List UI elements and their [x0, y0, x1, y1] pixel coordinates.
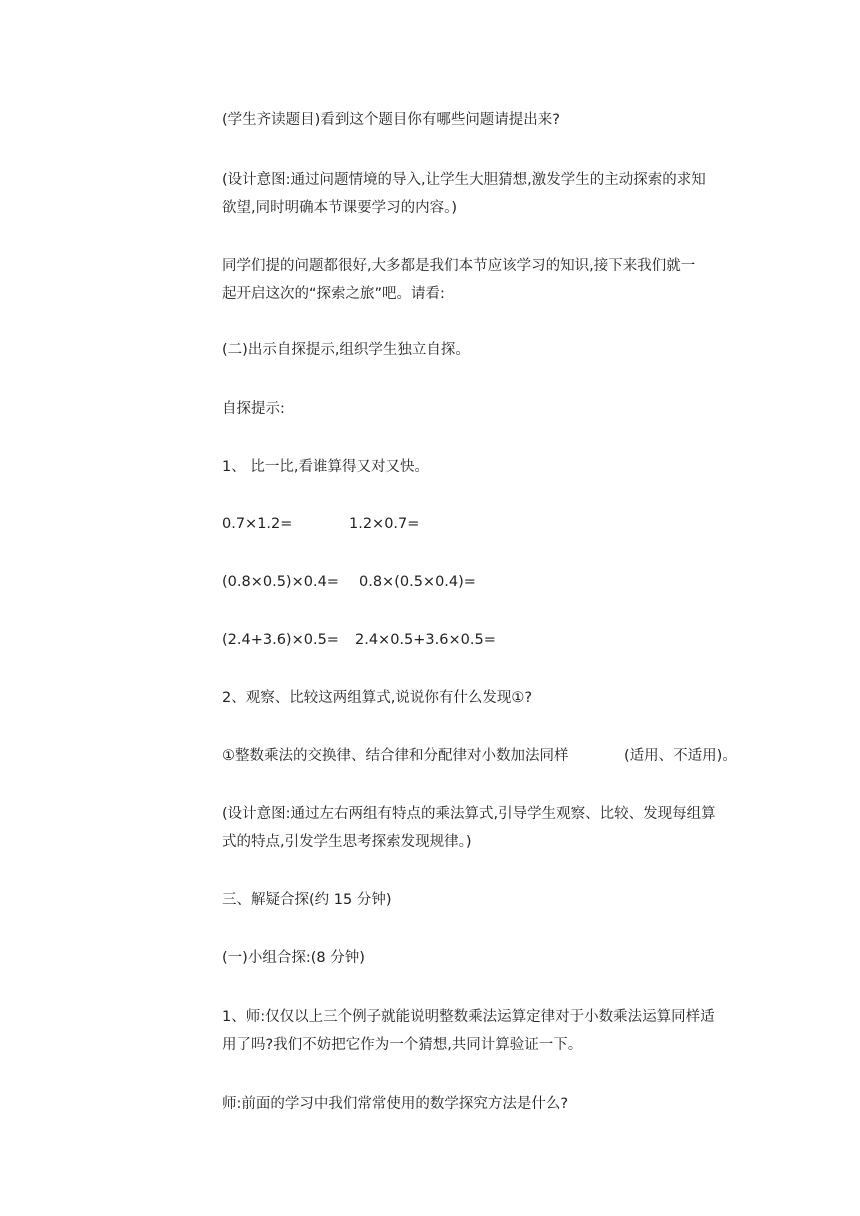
design-intent-2-line1: (设计意图:通过左右两组有特点的乘法算式,引导学生观察、比较、发现每组算 [222, 806, 716, 822]
equation-row-3 [222, 626, 722, 654]
section-heading-group-explore: (一)小组合探:(8 分钟) [222, 950, 365, 966]
statement-options: (适用、不适用)。 [624, 748, 737, 764]
equation-left: (0.8×0.5)×0.4= [222, 574, 339, 590]
paragraph-good-questions-line1: 同学们提的问题都很好,大多都是我们本节应该学习的知识,接下来我们就一 [222, 258, 696, 274]
section-heading-solve: 三、解疑合探(约 15 分钟) [222, 892, 392, 908]
teacher-question-line2: 用了吗?我们不妨把它作为一个猜想,共同计算验证一下。 [222, 1037, 583, 1053]
teacher-question-line1: 1、师:仅仅以上三个例子就能说明整数乘法运算定律对于小数乘法运算同样适 [222, 1009, 715, 1025]
self-explore-tips-label: 自探提示: [222, 401, 285, 417]
paragraph-good-questions-line2: 起开启这次的“探索之旅”吧。请看: [222, 286, 445, 302]
equation-left: 0.7×1.2= [222, 516, 293, 532]
tip-1-compare: 1、 比一比,看谁算得又对又快。 [222, 459, 429, 475]
paragraph-read-question: (学生齐读题目)看到这个题目你有哪些问题请提出来? [222, 112, 561, 128]
teacher-method-question: 师:前面的学习中我们常常使用的数学探究方法是什么? [222, 1096, 569, 1112]
design-intent-2-line2: 式的特点,引发学生思考探索发现规律。) [222, 834, 472, 850]
equation-row-1 [222, 510, 722, 538]
tip-2-observe: 2、观察、比较这两组算式,说说你有什么发现①? [222, 690, 533, 706]
design-intent-1-line2: 欲望,同时明确本节课要学习的内容。) [222, 200, 458, 216]
equation-left: (2.4+3.6)×0.5= [222, 632, 339, 648]
design-intent-1-line1: (设计意图:通过问题情境的导入,让学生大胆猜想,激发学生的主动探索的求知 [222, 172, 706, 188]
equation-right: 0.8×(0.5×0.4)= [359, 574, 476, 590]
statement-text: ①整数乘法的交换律、结合律和分配律对小数加法同样 [222, 748, 569, 764]
fill-in-statement [222, 742, 742, 770]
section-heading-self-explore: (二)出示自探提示,组织学生独立自探。 [222, 342, 470, 358]
equation-row-2 [222, 568, 722, 596]
equation-right: 1.2×0.7= [349, 516, 420, 532]
equation-right: 2.4×0.5+3.6×0.5= [355, 632, 496, 648]
